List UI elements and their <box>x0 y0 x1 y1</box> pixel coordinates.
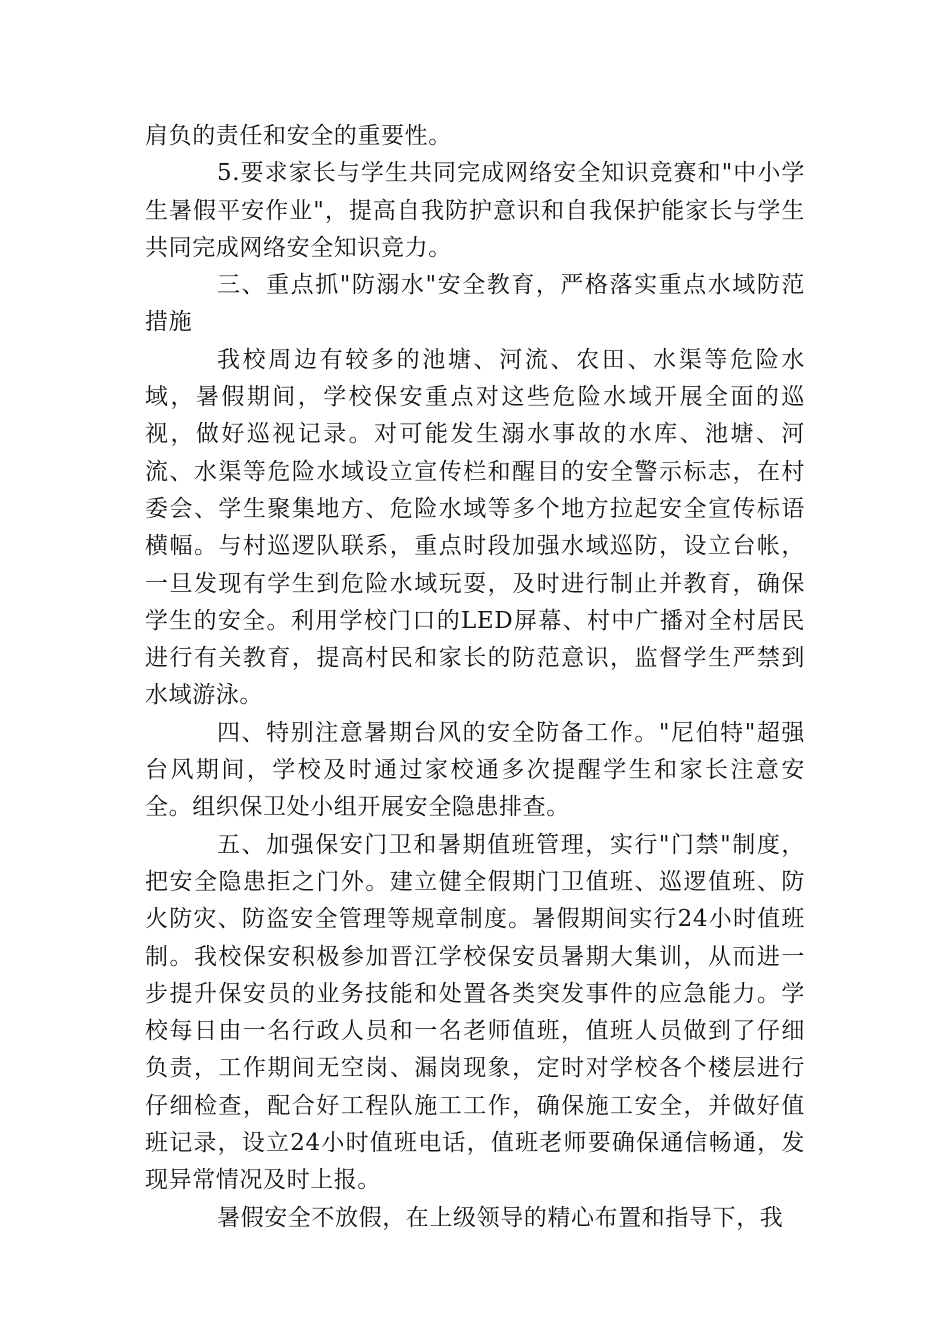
paragraph-item-5: 5.要求家长与学生共同完成网络安全知识竞赛和"中小学生暑假平安作业"，提高自我防护意识和自我保护能家长与学生共同完成网络安全知识竞力。 <box>145 160 805 261</box>
paragraph-drowning-prevention: 我校周边有较多的池塘、河流、农田、水渠等危险水域，暑假期间，学校保安重点对这些危险水域开展全面的巡视，做好巡视记录。对可能发生溺水事故的水库、池塘、河流、水渠等危险水域设立宣传栏和醒目的安全警示标志，在村委会、学生聚集地方、危险水域等多个地方拉起安全宣传标语横幅。与村巡逻队联系，重点时段加强水域巡防，设立台帐，一旦发现有学生到危险水域玩耍，及时进行制止并教育，确保学生的安全。利用学校门口的LED屏幕、村中广播对全村居民进行有关教育，提高村民和家长的防范意识，监督学生严禁到水域游泳。 <box>145 346 805 709</box>
section-heading-5: 五、加强保安门卫和暑期值班管理，实行"门禁"制度，把安全隐患拒之门外。建立健全假期门卫值班、巡逻值班、防火防灾、防盗安全管理等规章制度。暑假期间实行24小时值班制。我校保安积极参加晋江学校保安员暑期大集训，从而进一步提升保安员的业务技能和处置各类突发事件的应急能力。学校每日由一名行政人员和一名老师值班，值班人员做到了仔细负责，工作期间无空岗、漏岗现象，定时对学校各个楼层进行仔细检查，配合好工程队施工工作，确保施工安全，并做好值班记录，设立24小时值班电话，值班老师要确保通信畅通，发现异常情况及时上报。 <box>145 831 805 1194</box>
paragraph-conclusion: 暑假安全不放假，在上级领导的精心布置和指导下，我 <box>217 1204 784 1231</box>
paragraph-continuation: 肩负的责任和安全的重要性。 <box>145 123 452 149</box>
section-heading-4: 四、特别注意暑期台风的安全防备工作。"尼伯特"超强台风期间，学校及时通过家校通多次提醒学生和家长注意安全。组织保卫处小组开展安全隐患排查。 <box>145 719 805 821</box>
section-heading-3: 三、重点抓"防溺水"安全教育，严格落实重点水域防范措施 <box>145 272 805 336</box>
document-body <box>145 118 805 1237</box>
